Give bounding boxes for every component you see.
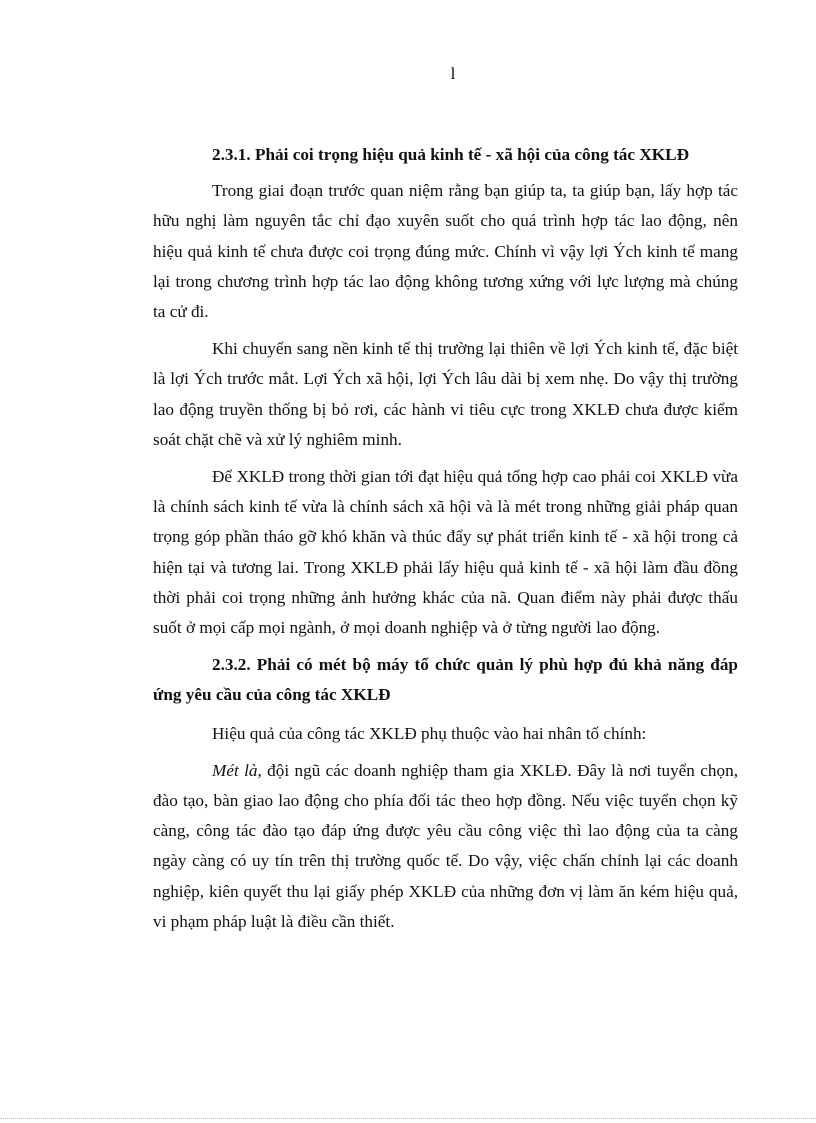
paragraph: Trong giai đoạn trước quan niệm rằng bạn giúp ta, ta giúp bạn, lấy hợp tác hữu nghị làm nguyên tắc chỉ đạo xuyên suốt cho quá trình hợp tác lao động, nên hiệu quả kinh tế chưa được coi trọng đúng mức. Chính vì vậy lợi Ých kinh tế mang lại trong chương trình hợp tác lao động không tương xứng với lực lượng mà chúng ta cử đi. (153, 181, 738, 322)
paragraph: Khi chuyển sang nền kinh tế thị trường lại thiên về lợi Ých kinh tế, đặc biệt là lợi Ých trước mắt. Lợi Ých xã hội, lợi Ých lâu dài bị xem nhẹ. Do vậy thị trường lao động truyền thống bị bỏ rơi, các hành vi tiêu cực trong XKLĐ chưa được kiểm soát chặt chẽ và xử lý nghiêm minh. (153, 339, 738, 449)
section-heading-2-3-1: 2.3.1. Phải coi trọng hiệu quả kinh tế - xã hội của công tác XKLĐ (212, 145, 689, 164)
section-heading-2-3-2: 2.3.2. Phải có mét bộ máy tổ chức quản lý phù hợp đủ khả năng đáp ứng yêu cầu của công tác XKLĐ (153, 655, 738, 705)
paragraph: Để XKLĐ trong thời gian tới đạt hiệu quả tổng hợp cao phải coi XKLĐ vừa là chính sách kinh tế vừa là chính sách xã hội và là mét trong những giải pháp quan trọng góp phần tháo gỡ khó khăn và thúc đẩy sự phát triển kinh tế - xã hội trong cả hiện tại và tương lai. Trong XKLĐ phải lấy hiệu quả kinh tế - xã hội làm đầu đồng thời phải coi trọng những ảnh hưởng khác của nã. Quan điểm này phải được thấu suốt ở mọi cấp mọi ngành, ở mọi doanh nghiệp và ở từng người lao động. (153, 467, 738, 638)
page-number: l (450, 64, 456, 83)
paragraph-text: , đội ngũ các doanh nghiệp tham gia XKLĐ. Đây là nơi tuyển chọn, đào tạo, bàn giao lao động cho phía đối tác theo hợp đồng. Nếu việc tuyển chọn kỹ càng, công tác đào tạo đáp ứng được yêu cầu công việc thì lao động của ta càng ngày càng có uy tín trên thị trường quốc tế. Do vậy, việc chấn chỉnh lại các doanh nghiệp, kiên quyết thu lại giấy phép XKLĐ của những đơn vị làm ăn kém hiệu quả, vi phạm pháp luật là điều cần thiết. (153, 760, 738, 931)
paragraph-mot-la (153, 756, 738, 937)
page-bottom-divider (0, 1118, 816, 1119)
document-body (153, 140, 738, 944)
italic-lead: Mét là (212, 760, 258, 780)
paragraph: Hiệu quả của công tác XKLĐ phụ thuộc vào hai nhân tố chính: (212, 723, 647, 743)
